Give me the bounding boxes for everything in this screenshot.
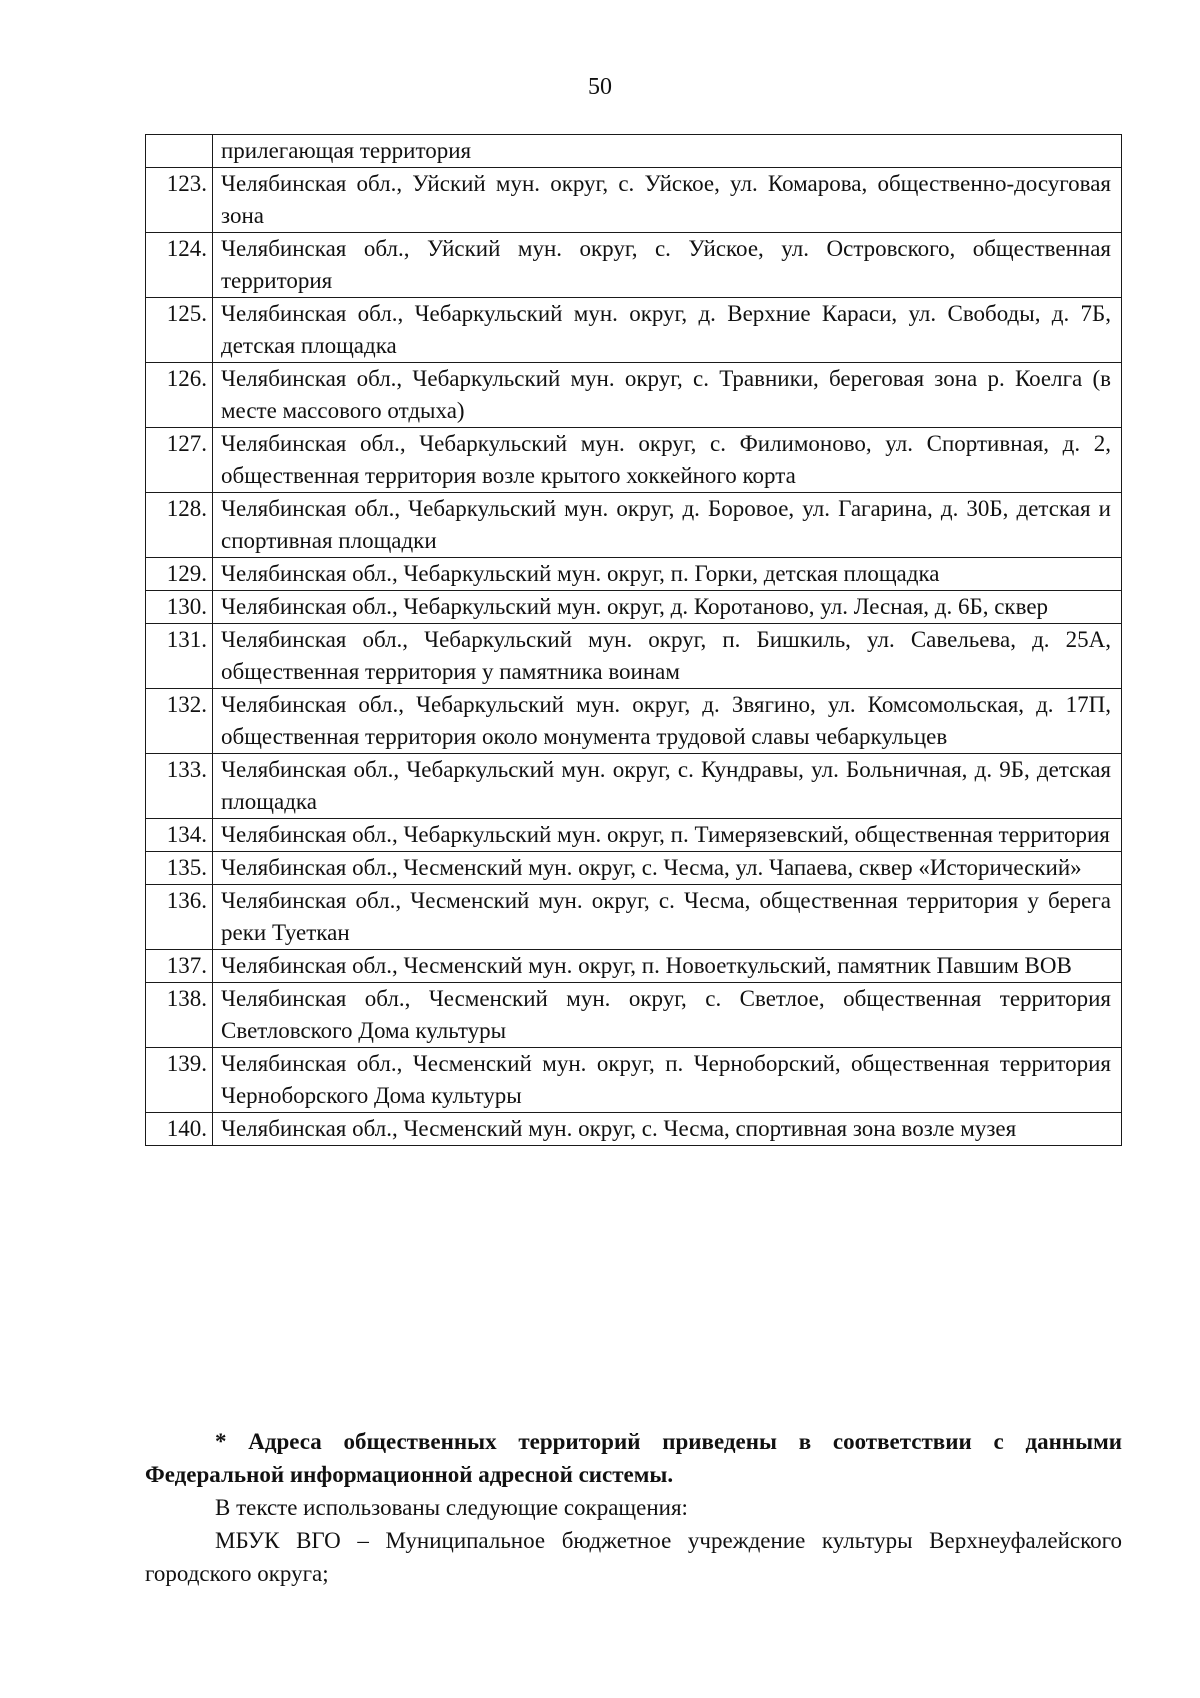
table-row [146, 950, 1122, 983]
row-number: 129. [146, 558, 213, 591]
row-address: Челябинская обл., Чесменский мун. округ, с. Чесма, общественная территория у берега реки Туеткан [213, 885, 1122, 950]
row-address: Челябинская обл., Чебаркульский мун. округ, с. Кундравы, ул. Больничная, д. 9Б, детская площадка [213, 754, 1122, 819]
row-number: 139. [146, 1048, 213, 1113]
row-address: Челябинская обл., Уйский мун. округ, с. Уйское, ул. Комарова, общественно-досуговая зона [213, 168, 1122, 233]
table-row [146, 983, 1122, 1048]
territories-table-container [145, 134, 1122, 1146]
abbreviations-intro: В тексте использованы следующие сокращения: [215, 1495, 688, 1520]
row-number: 131. [146, 624, 213, 689]
page-number: 50 [588, 74, 612, 100]
row-number: 123. [146, 168, 213, 233]
row-address: Челябинская обл., Чесменский мун. округ, п. Новоеткульский, памятник Павшим ВОВ [213, 950, 1122, 983]
table-row [146, 624, 1122, 689]
territories-table-body [146, 135, 1122, 1146]
row-number: 140. [146, 1113, 213, 1146]
row-number: 135. [146, 852, 213, 885]
row-address: Челябинская обл., Чебаркульский мун. округ, с. Травники, береговая зона р. Коелга (в месте массового отдыха) [213, 363, 1122, 428]
table-row [146, 558, 1122, 591]
row-number: 132. [146, 689, 213, 754]
table-row [146, 168, 1122, 233]
abbreviation-item: МБУК ВГО – Муниципальное бюджетное учреждение культуры Верхнеуфалейского городского округа; [145, 1528, 1122, 1586]
row-number: 133. [146, 754, 213, 819]
table-row [146, 233, 1122, 298]
table-row [146, 1048, 1122, 1113]
row-address: Челябинская обл., Чебаркульский мун. округ, с. Филимоново, ул. Спортивная, д. 2, общественная территория возле крытого хоккейного корта [213, 428, 1122, 493]
row-address: Челябинская обл., Уйский мун. округ, с. Уйское, ул. Островского, общественная территория [213, 233, 1122, 298]
row-number: 137. [146, 950, 213, 983]
row-number: 125. [146, 298, 213, 363]
table-row [146, 754, 1122, 819]
territories-table [145, 134, 1122, 1146]
row-address: Челябинская обл., Чебаркульский мун. округ, п. Горки, детская площадка [213, 558, 1122, 591]
table-row [146, 298, 1122, 363]
row-address: Челябинская обл., Чесменский мун. округ, с. Чесма, ул. Чапаева, сквер «Исторический» [213, 852, 1122, 885]
table-row [146, 689, 1122, 754]
row-number: 126. [146, 363, 213, 428]
row-number: 136. [146, 885, 213, 950]
row-address: Челябинская обл., Чебаркульский мун. округ, д. Коротаново, ул. Лесная, д. 6Б, сквер [213, 591, 1122, 624]
table-row [146, 885, 1122, 950]
row-number [146, 135, 213, 168]
row-address: Челябинская обл., Чесменский мун. округ, с. Светлое, общественная территория Светловского Дома культуры [213, 983, 1122, 1048]
table-row [146, 493, 1122, 558]
table-row [146, 428, 1122, 493]
table-row [146, 135, 1122, 168]
row-address: Челябинская обл., Чебаркульский мун. округ, д. Звягино, ул. Комсомольская, д. 17П, общественная территория около монумента трудовой славы чебаркульцев [213, 689, 1122, 754]
table-row [146, 591, 1122, 624]
row-address: Челябинская обл., Чесменский мун. округ, п. Черноборский, общественная территория Черноборского Дома культуры [213, 1048, 1122, 1113]
row-address: прилегающая территория [213, 135, 1122, 168]
footnote-note: * Адреса общественных территорий приведены в соответствии с данными Федеральной информационной адресной системы. [145, 1429, 1122, 1487]
row-address: Челябинская обл., Чебаркульский мун. округ, д. Верхние Караси, ул. Свободы, д. 7Б, детская площадка [213, 298, 1122, 363]
table-row [146, 1113, 1122, 1146]
row-number: 134. [146, 819, 213, 852]
row-address: Челябинская обл., Чебаркульский мун. округ, п. Бишкиль, ул. Савельева, д. 25А, общественная территория у памятника воинам [213, 624, 1122, 689]
table-row [146, 852, 1122, 885]
footnote-section [145, 1425, 1122, 1590]
row-address: Челябинская обл., Чебаркульский мун. округ, д. Боровое, ул. Гагарина, д. 30Б, детская и спортивная площадки [213, 493, 1122, 558]
row-number: 130. [146, 591, 213, 624]
table-row [146, 819, 1122, 852]
row-number: 127. [146, 428, 213, 493]
row-number: 124. [146, 233, 213, 298]
row-number: 138. [146, 983, 213, 1048]
row-number: 128. [146, 493, 213, 558]
table-row [146, 363, 1122, 428]
row-address: Челябинская обл., Чесменский мун. округ, с. Чесма, спортивная зона возле музея [213, 1113, 1122, 1146]
row-address: Челябинская обл., Чебаркульский мун. округ, п. Тимерязевский, общественная территория [213, 819, 1122, 852]
